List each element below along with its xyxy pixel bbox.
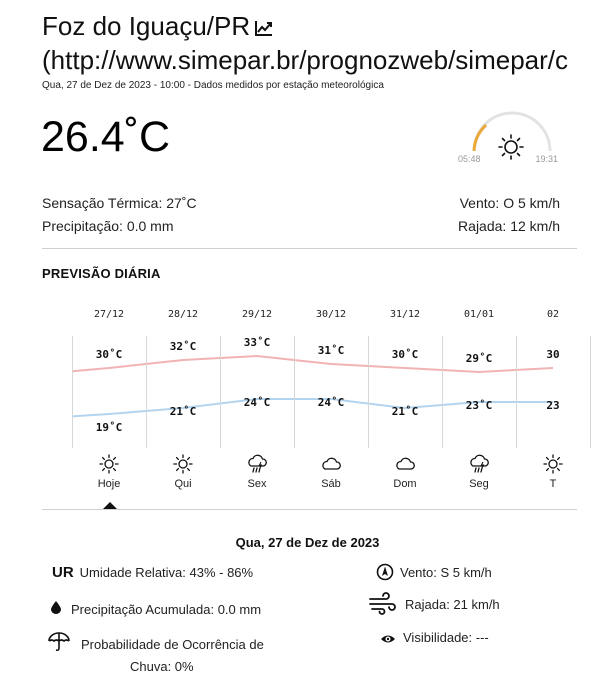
rain-icon: [245, 453, 269, 475]
selected-day-pointer: [103, 502, 117, 509]
detail-wind: Vento: S 5 km/h: [400, 565, 492, 580]
daily-forecast-chart: [72, 300, 560, 515]
humidity-value: Umidade Relativa: 43% - 86%: [79, 565, 254, 580]
forecast-day[interactable]: [294, 300, 368, 510]
raindrop-icon: [50, 600, 62, 619]
location-title: [42, 10, 577, 76]
day-separator: [590, 336, 591, 448]
wind: Vento: O 5 km/h: [459, 195, 560, 211]
precipitation: Precipitação: 0.0 mm: [42, 218, 174, 234]
forecast-min-temp: 19˚C: [95, 421, 123, 434]
sunrise-time: 05:48: [458, 154, 481, 164]
divider: [42, 509, 577, 510]
forecast-date: 30/12: [315, 309, 347, 320]
forecast-min-temp: 24˚C: [243, 396, 271, 409]
detail-gust: Rajada: 21 km/h: [405, 597, 500, 612]
rain-icon: [467, 453, 491, 475]
forecast-date: 31/12: [389, 309, 421, 320]
forecast-day-name: T: [549, 478, 557, 490]
forecast-date: 28/12: [167, 309, 199, 320]
umbrella-icon: [47, 632, 71, 657]
forecast-date: 02: [546, 309, 560, 320]
sun-path-widget: [458, 105, 558, 167]
forecast-min-temp: 21˚C: [169, 405, 197, 418]
divider: [42, 248, 577, 249]
forecast-max-temp: 32˚C: [169, 340, 197, 353]
compass-icon: [376, 563, 394, 586]
eye-icon: [380, 632, 396, 650]
forecast-day[interactable]: [516, 300, 590, 510]
forecast-day-name: Seg: [469, 478, 489, 490]
cloud-icon: [393, 453, 417, 475]
forecast-max-temp: 30˚C: [95, 348, 123, 361]
forecast-date: 01/01: [463, 309, 495, 320]
gust: Rajada: 12 km/h: [458, 218, 560, 234]
observation-subtitle: Qua, 27 de Dez de 2023 - 10:00 - Dados medidos por estação meteorológica: [42, 80, 384, 91]
rain-probability-line1: Probabilidade de Ocorrência de: [81, 637, 264, 652]
forecast-day[interactable]: [442, 300, 516, 510]
forecast-day[interactable]: [368, 300, 442, 510]
forecast-day-name: Sex: [247, 478, 267, 490]
sun-icon: [541, 453, 565, 475]
forecast-day[interactable]: [220, 300, 294, 510]
forecast-min-temp: 23˚C: [465, 399, 493, 412]
visibility: Visibilidade: ---: [403, 630, 489, 645]
feels-like: Sensação Térmica: 27˚C: [42, 195, 197, 211]
ur-label: UR: [52, 564, 74, 581]
forecast-day[interactable]: [72, 300, 146, 510]
forecast-day-name: Dom: [393, 478, 417, 490]
forecast-day-name: Sáb: [321, 478, 341, 490]
forecast-max-temp: 29˚C: [465, 352, 493, 365]
forecast-max-temp: 30˚C: [391, 348, 419, 361]
rain-probability-line2: Chuva: 0%: [130, 659, 194, 674]
cloud-icon: [319, 453, 343, 475]
current-temperature: 26.4˚C: [41, 113, 171, 161]
forecast-date: 29/12: [241, 309, 273, 320]
forecast-min-temp: 24˚C: [317, 396, 345, 409]
precip-accum: Precipitação Acumulada: 0.0 mm: [71, 602, 262, 617]
sunset-time: 19:31: [535, 154, 558, 164]
forecast-min-temp: 21˚C: [391, 405, 419, 418]
forecast-day-name: Qui: [174, 478, 192, 490]
sun-icon: [499, 135, 523, 159]
daily-forecast-title: PREVISÃO DIÁRIA: [42, 266, 161, 281]
sun-icon: [97, 453, 121, 475]
forecast-max-temp: 33˚C: [243, 336, 271, 349]
detail-date: Qua, 27 de Dez de 2023: [235, 535, 380, 550]
location-name: Foz do Iguaçu/PR: [42, 11, 251, 41]
forecast-min-temp: 23: [546, 399, 560, 412]
wind-gust-icon: [368, 594, 398, 619]
sun-icon: [171, 453, 195, 475]
source-url[interactable]: (http://www.simepar.br/prognozweb/simepar/c: [42, 45, 568, 76]
forecast-max-temp: 30: [546, 348, 560, 361]
forecast-day[interactable]: [146, 300, 220, 510]
humidity-row: [52, 562, 253, 584]
forecast-day-name: Hoje: [97, 478, 121, 490]
forecast-max-temp: 31˚C: [317, 344, 345, 357]
sun-arc-track: [474, 113, 550, 151]
forecast-date: 27/12: [93, 309, 125, 320]
trend-chart-icon[interactable]: [254, 12, 274, 44]
